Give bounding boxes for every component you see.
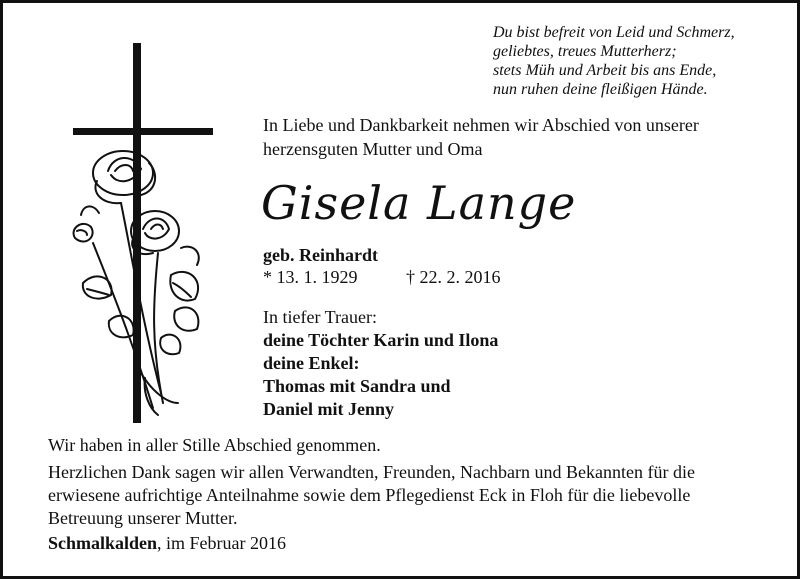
thanks-line: Betreuung unserer Mutter.	[48, 508, 238, 528]
birth-date: * 13. 1. 1929	[263, 267, 358, 287]
thanks-text	[48, 461, 768, 530]
intro-line: herzensguten Mutter und Oma	[263, 139, 483, 159]
farewell-statement: Wir haben in aller Stille Abschied genommen.	[48, 435, 381, 455]
maiden-name: geb. Reinhardt	[263, 245, 379, 265]
place-city: Schmalkalden	[48, 533, 158, 553]
mourner-line: deine Töchter Karin und Ilona	[263, 330, 499, 350]
intro-text	[263, 113, 783, 161]
thanks-line: erwiesene aufrichtige Anteilnahme sowie dem Pflegedienst Eck in Floh für die liebevolle	[48, 485, 691, 505]
poem-line: nun ruhen deine fleißigen Hände.	[493, 81, 708, 98]
deceased-name: Gisela Lange	[261, 176, 577, 230]
cross-icon	[73, 43, 213, 423]
mourner-line: Thomas mit Sandra und	[263, 376, 451, 396]
cross-with-roses-illustration	[63, 43, 233, 428]
poem	[493, 23, 793, 99]
poem-line: Du bist befreit von Leid und Schmerz,	[493, 24, 735, 41]
intro-line: In Liebe und Dankbarkeit nehmen wir Abschied von unserer	[263, 115, 699, 135]
place-and-date	[48, 531, 286, 555]
mourner-line: Daniel mit Jenny	[263, 399, 395, 419]
mourners-list	[263, 329, 498, 421]
death-date: † 22. 2. 2016	[406, 267, 501, 287]
poem-line: geliebtes, treues Mutterherz;	[493, 43, 677, 60]
life-dates	[263, 265, 501, 289]
mourner-line: deine Enkel:	[263, 353, 360, 373]
place-date: , im Februar 2016	[157, 533, 287, 553]
mourning-intro: In tiefer Trauer:	[263, 307, 377, 327]
poem-line: stets Müh und Arbeit bis ans Ende,	[493, 62, 717, 79]
thanks-line: Herzlichen Dank sagen wir allen Verwandten, Freunden, Nachbarn und Bekannten für die	[48, 462, 695, 482]
